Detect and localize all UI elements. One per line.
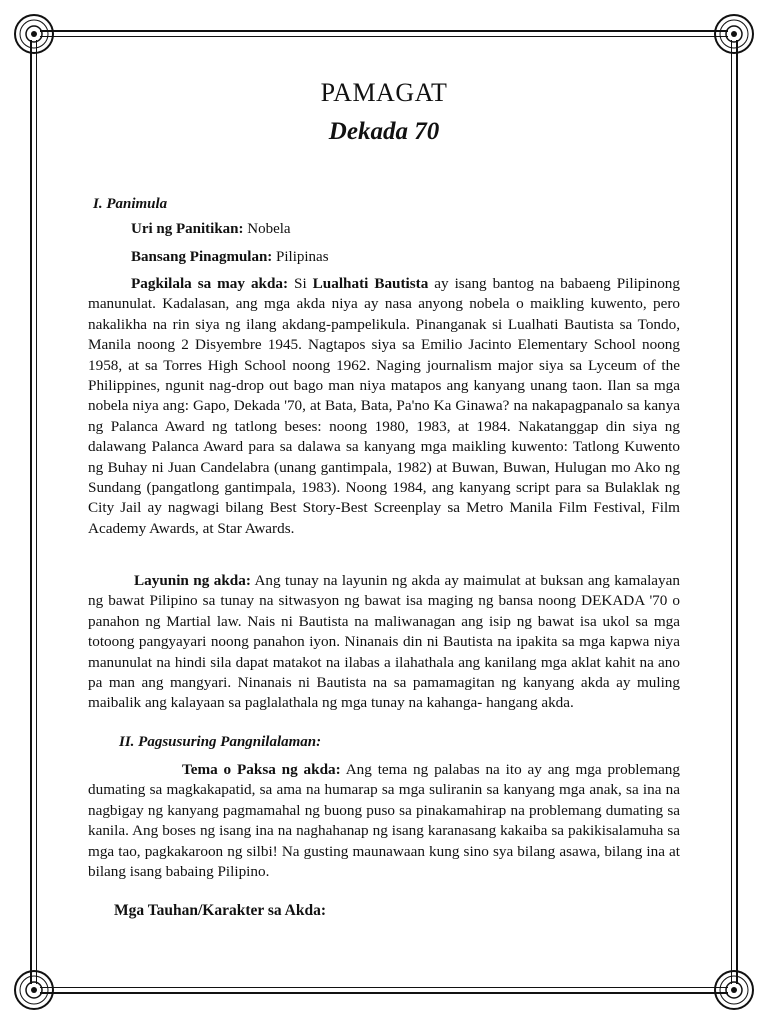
paragraph-text: Ang tema ng palabas na ito ay ang mga problemang dumating sa magkakapatid, sa ama na humarap sa mga suliranin sa kanyang mga anak, sa ina na nagbigay ng kanyang pagmamahal ng buong puso sa pinakamahirap na problemang dumating sa kanila. Ang boses ng isang ina na naghahanap ng isang karanasang kakaiba sa pakikisalamuha sa mga tao, pagkakaroon ng silbi! Na gusting maunawaan kung sino sya bilang asawa, bilang ina at bilang isang babaing Pilipino. <box>88 761 680 881</box>
paragraph-label: Pagkilala sa may akda: <box>131 275 289 292</box>
field-value: Pilipinas <box>276 249 329 265</box>
paragraph-prefix: Si <box>294 275 307 292</box>
corner-ornament-icon <box>12 968 56 1012</box>
paragraph-text: ay isang bantog na babaeng Pilipinong manunulat. Kadalasan, ang mga akda niya ay nasa anyong nobela o maikling kuwento, pero nakalikha na rin siya ng ilang akdang-pampelikula. Pinanganak si Lualhati Bautista sa Tondo, Manila noong 2 Disyembre 1945. Nagtapos siya sa Emilio Jacinto Elementary School noong 1958, at sa Torres High School noong 1962. Naging journalism major siya sa Lyceum of the Philippines, ngunit nag-drop out bago man niya matapos ang kanyang unang taon. Ilan sa mga nobela niya ang: Gapo, Dekada '70, at Bata, Bata, Pa'no Ka Ginawa? na nakapagpanalo sa kanya ng Palanca Award ng tatlong beses: noong 1980, 1983, at 1984. Nakatanggap din siya ng dalawang Palanca Award para sa dalawa sa kanyang mga maikling kuwento: Tatlong Kuwento ng Buhay ni Juan Candelabra (unang gantimpala, 1982) at Buwan, Buwan, Hulugan mo Ako ng Sundang (pangatlong gantimpala, 1983). Noong 1984, ang kanyang script para sa Bulaklak ng City Jail ay nagwagi bilang Best Story-Best Screenplay sa Metro Manila Film Festival, Film Academy Awards, at Star Awards. <box>88 275 680 537</box>
field-value: Nobela <box>247 221 291 237</box>
paragraph-label: Tema o Paksa ng akda: <box>182 761 341 778</box>
paragraph-text: Ang tunay na layunin ng akda ay maimulat at buksan ang kamalayan ng bawat Pilipino sa tunay na sitwasyon ng bawat isa maging ng bansa noong DEKADA '70 o panahon ng Martial law. Nais ni Bautista na maliwanagan ang isip ng bawat isa ukol sa mga totoong pangyayari noong panahon iyon. Ninanais din ni Bautista na ipakita sa mga kapwa niya manunulat na hindi sila dapat matakot na ilabas a ilahathala ang kanilang mga aklat kahit na ano pa man ang mangyari. Ninanais ni Bautista na sa pamamagitan ng kanyang akda ay muling maibalik ang kalayaan sa paglalathala ng mga tunay na kahanga- hangang akda. <box>88 572 680 712</box>
page-title: PAMAGAT <box>320 78 448 107</box>
border-left-inner <box>36 40 37 984</box>
document-body <box>88 0 680 1024</box>
page-subtitle: Dekada 70 <box>328 118 440 145</box>
paragraph-pagkilala <box>88 274 680 539</box>
field-uri-ng-panitikan <box>131 221 291 238</box>
field-bansang-pinagmulan <box>131 249 329 266</box>
paragraph-layunin <box>88 571 680 714</box>
border-left-outer <box>30 40 32 984</box>
heading-mga-tauhan <box>114 902 326 920</box>
border-right-inner <box>731 40 732 984</box>
corner-ornament-icon <box>712 968 756 1012</box>
author-name: Lualhati Bautista <box>312 275 429 292</box>
field-label: Bansang Pinagmulan: <box>131 249 273 265</box>
field-label: Uri ng Panitikan: <box>131 221 244 237</box>
section-heading-pagsusuring-pangnilalaman: II. Pagsusuring Pangnilalaman: <box>119 734 322 750</box>
section-heading-panimula: I. Panimula <box>93 196 168 212</box>
paragraph-label: Layunin ng akda: <box>134 572 251 589</box>
corner-ornament-icon <box>712 12 756 56</box>
border-right-outer <box>736 40 738 984</box>
corner-ornament-icon <box>12 12 56 56</box>
paragraph-tema <box>88 760 680 882</box>
field-label: Mga Tauhan/Karakter sa Akda: <box>114 902 327 919</box>
